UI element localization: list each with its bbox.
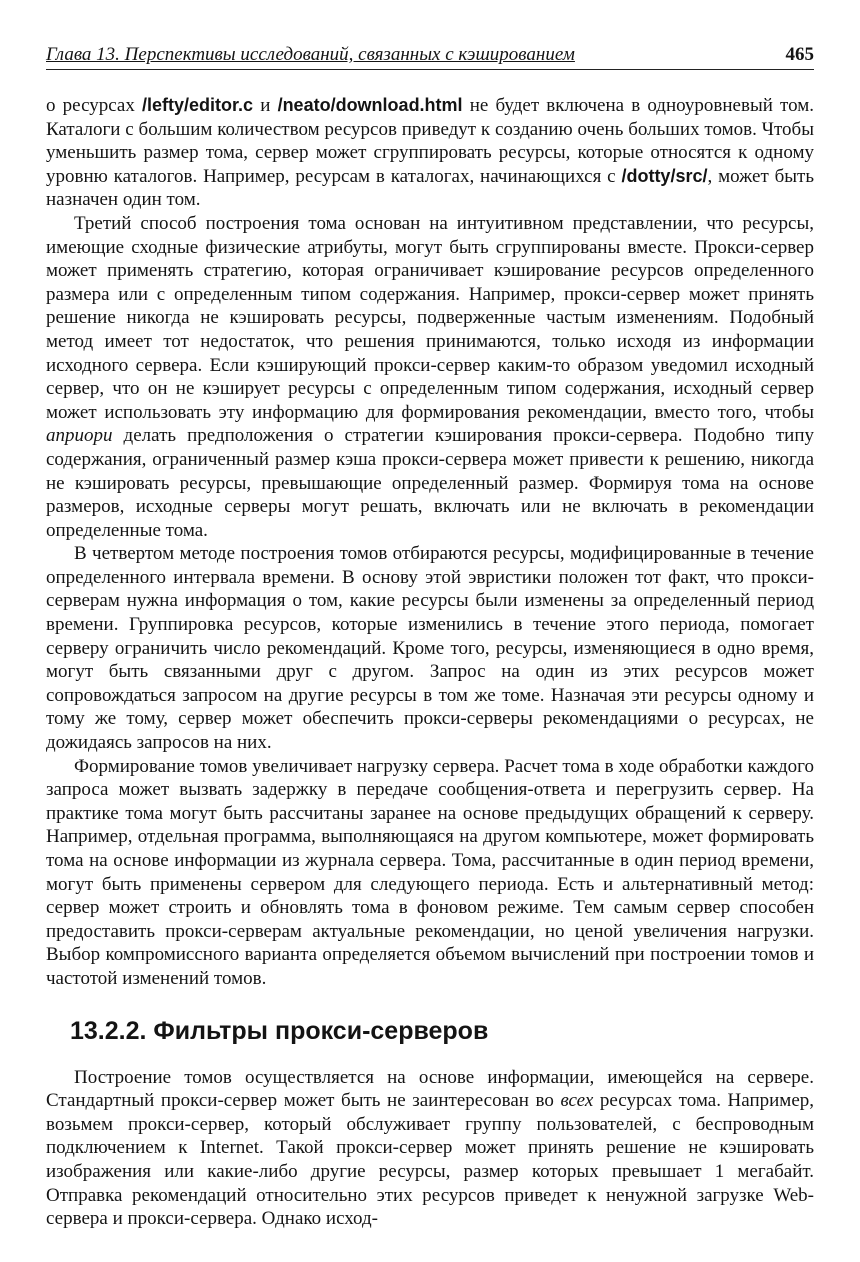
paragraph-3: В четвертом методе построения томов отбираются ресурсы, модифицированные в течение определенного интервала времени. В основу этой эвристики положен тот факт, что прокси-серверам нужна информация о том, какие ресурсы были изменены за определенный период времени. Группировка ресурсов, которые изменились в течение этого периода, помогает серверу ограничить число рекомендаций. Кроме того, ресурсы, изменяющиеся в одно время, могут быть связанными друг с другом. Запрос на один из этих ресурсов может сопровождаться запросом на другие ресурсы в том же томе. Назначая эти ресурсы одному и тому же тому, сервер может обеспечить прокси-серверы рекомендациями о ресурсах, не дожидаясь запросов на них. <box>46 543 814 754</box>
text-run: делать предположения о стратегии кэширования прокси-сервера. Подобно типу содержания, ограниченный размер кэша прокси-сервера может привести к решению, никогда не кэшировать ресурсы, превышающие определенный размер. Формируя тома на основе размеров, исходные серверы могут решать, включать или не включать в рекомендации определенные тома. <box>46 425 814 541</box>
path-dotty-src: /dotty/src/ <box>621 165 708 186</box>
paragraph-4: Формирование томов увеличивает нагрузку сервера. Расчет тома в ходе обработки каждого запроса может вызвать задержку в передаче сообщения-ответа и перегрузить сервер. На практике тома могут быть рассчитаны заранее на основе предыдущих обращений к серверу. Например, отдельная программа, выполняющаяся на другом компьютере, может формировать тома на основе информации из журнала сервера. Тома, рассчитанные в один период времени, могут быть применены сервером для следующего периода. Есть и альтернативный метод: сервер может строить и обновлять тома в фоновом режиме. Тем самым сервер способен предоставить прокси-серверам актуальные рекомендации, но ценой увеличения нагрузки. Выбор компромиссного варианта определяется объемом вычислений при построении томов и частотой изменений томов. <box>46 755 814 989</box>
paragraph-1 <box>46 94 814 212</box>
running-head <box>46 40 814 70</box>
path-lefty-editor: /lefty/editor.c <box>142 95 254 115</box>
text-run: о ресурсах <box>46 95 143 116</box>
body-text <box>46 94 814 1231</box>
text-run: не будет включена в одноуровневый том. Каталоги с большим количеством ресурсов приведут к созданию очень больших томов. Чтобы уменьшить размер тома, сервер может сгруппировать ресурсы, которые относятся к одному уровню каталогов. Например, ресурсам в каталогах, начинающихся с <box>46 95 814 187</box>
section-heading: 13.2.2. Фильтры прокси-серверов <box>70 1016 489 1045</box>
book-page <box>46 40 814 1231</box>
path-neato-download: /neato/download.html <box>277 95 463 115</box>
text-run: Третий способ построения тома основан на интуитивном представлении, что ресурсы, имеющие сходные физические атрибуты, могут быть сгруппированы вместе. Прокси-сервер может применять стратегию, которая ограничивает кэширование ресурсов определенного размера или с определенным типом содержания. Например, прокси-сервер может принять решение никогда не кэшировать ресурсы, подверженные частым изменениям. Подобный метод имеет тот недостаток, что решения принимаются, только исходя из информации исходного сервера. Если кэширующий прокси-сервер каким-то образом уведомил исходный сервер, что он не кэширует ресурсы с определенным типом содержания, исходный сервер может использовать эту информацию для формирования рекомендации, вместо того, чтобы <box>46 212 814 423</box>
page-number: 465 <box>785 44 814 65</box>
paragraph-5 <box>46 1066 814 1231</box>
text-run: ресурсах тома. Например, возьмем прокси-сервер, который обслуживает группу пользователей, с беспроводным подключением к Internet. Такой прокси-сервер может принять решение не кэшировать изображения или какие-либо другие ресурсы, размер которых превышает 1 мегабайт. Отправка рекомендаций относительно этих ресурсов приведет к ненужной загрузке Web-сервера и прокси-сервера. Однако исход- <box>46 1090 814 1230</box>
emphasis-vseh: всех <box>560 1090 594 1112</box>
text-run: и <box>253 95 278 116</box>
text-run: Построение томов осуществляется на основе информации, имеющейся на сервере. Стандартный прокси-сервер может быть не заинтересован во <box>46 1066 814 1112</box>
paragraph-2 <box>46 212 814 542</box>
emphasis-apriori: априори <box>46 425 113 447</box>
chapter-title: Глава 13. Перспективы исследований, связанных с кэшированием <box>46 44 575 65</box>
text-run: , может быть назначен один том. <box>46 165 814 211</box>
